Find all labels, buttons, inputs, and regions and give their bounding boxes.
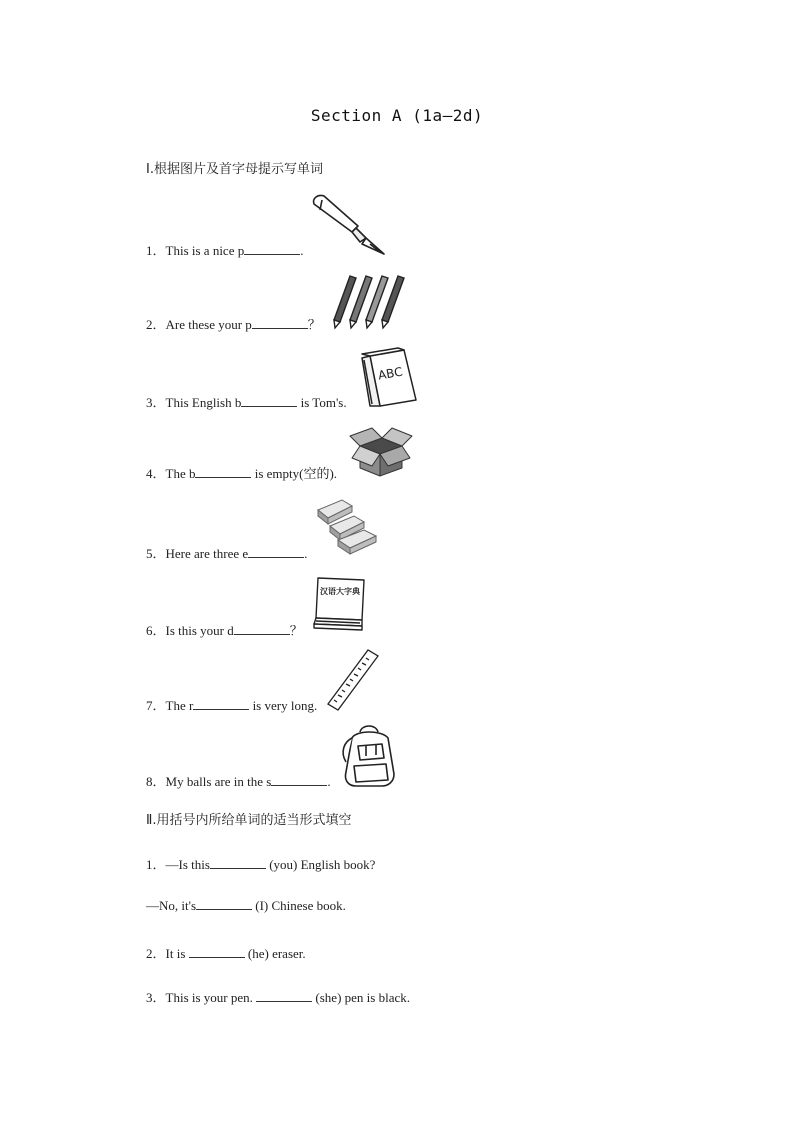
answer-blank[interactable] [234,623,290,635]
book-icon [358,346,420,408]
item-text-end: . [304,546,308,561]
item-number: 3． [146,395,166,410]
item-text: The r [165,698,194,713]
item-number: 5． [146,546,166,561]
item-text-end: is very long. [249,698,318,713]
item-text: This is a nice p [165,243,245,258]
exercise-2-3 [146,987,410,1006]
answer-blank[interactable] [189,946,245,958]
item-text-end: (you) English book? [265,857,376,872]
item-number: 3． [146,990,166,1005]
answer-blank[interactable] [210,857,266,869]
item-number: 1． [146,243,166,258]
exercise-2-2 [146,943,306,962]
item-text: Here are three e [165,546,249,561]
erasers-icon [312,496,382,558]
exercise-2-1a [146,854,375,873]
exercise-1-8 [146,771,331,790]
item-number: 4． [146,466,166,481]
item-text-end: ？ [289,623,303,638]
answer-blank[interactable] [271,774,327,786]
exercise-1-3 [146,392,347,411]
dictionary-cover-text: 汉语大字典 [320,587,360,596]
answer-blank[interactable] [248,546,304,558]
item-text-end: is empty(空的). [251,466,338,481]
item-number: 2． [146,317,166,332]
item-text: This is your pen. [165,990,257,1005]
answer-blank[interactable] [193,698,249,710]
item-text: My balls are in the s [165,774,272,789]
exercise-1-5 [146,543,307,562]
ruler-icon [326,648,382,710]
item-text: —Is this [165,857,210,872]
item-text: This English b [165,395,242,410]
exercise-1-4 [146,463,337,482]
pencils-icon [330,272,408,330]
answer-blank[interactable] [256,990,312,1002]
item-text: The b [165,466,196,481]
schoolbag-icon [338,722,400,788]
answer-blank[interactable] [241,395,297,407]
answer-blank[interactable] [196,898,252,910]
item-text: —No, it's [146,898,197,913]
answer-blank[interactable] [195,466,251,478]
page-title: Section A (1a—2d) [310,106,484,125]
exercise-2-1b [146,898,346,914]
item-text: Are these your p [165,317,252,332]
section-2-heading: Ⅱ.用括号内所给单词的适当形式填空 [146,813,352,828]
item-text-end: (I) Chinese book. [252,898,346,913]
item-text-end: ？ [307,317,321,332]
dictionary-icon [310,574,368,634]
answer-blank[interactable] [252,317,308,329]
item-text-end: . [327,774,331,789]
book-cover-text: ABC [376,364,404,383]
item-text-end: (she) pen is black. [312,990,410,1005]
item-number: 6． [146,623,166,638]
exercise-1-2 [146,314,321,333]
item-number: 7． [146,698,166,713]
fountain-pen-icon [308,192,388,256]
section-1-heading: Ⅰ.根据图片及首字母提示写单词 [146,162,323,177]
box-icon [350,426,412,478]
item-text-end: is Tom's. [297,395,347,410]
exercise-1-6 [146,620,303,639]
exercise-1-7 [146,695,317,714]
item-text: It is [165,946,189,961]
item-number: 2． [146,946,166,961]
item-number: 8． [146,774,166,789]
item-text-end: (he) eraser. [244,946,306,961]
answer-blank[interactable] [244,243,300,255]
item-text: Is this your d [165,623,234,638]
item-text-end: . [300,243,304,258]
item-number: 1． [146,857,166,872]
exercise-1-1 [146,240,303,259]
